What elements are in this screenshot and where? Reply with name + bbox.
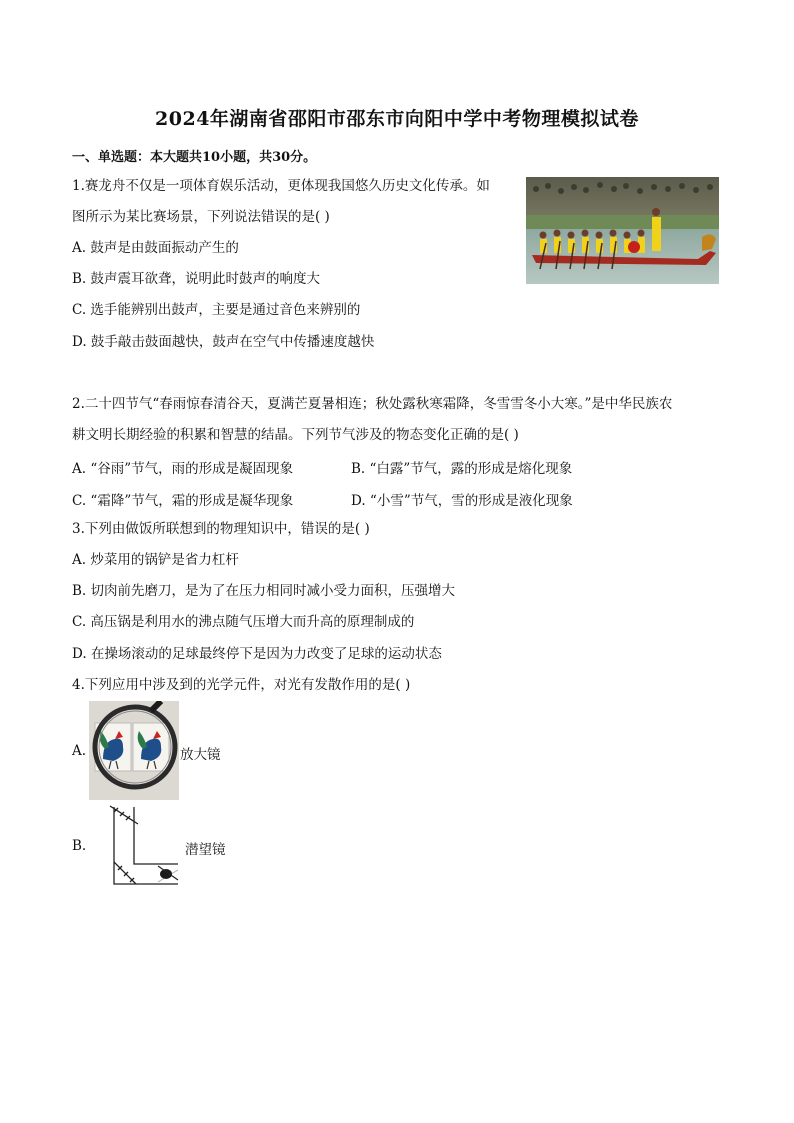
dragon-boat-photo bbox=[526, 177, 719, 284]
periscope-diagram bbox=[88, 804, 186, 886]
q3-option-c: C. 高压锅是利用水的沸点随气压增大而升高的原理制成的 bbox=[72, 614, 415, 630]
q3-option-b: B. 切肉前先磨刀，是为了在压力相同时减小受力面积，压强增大 bbox=[72, 583, 456, 599]
q4-option-a-letter: A. bbox=[72, 743, 87, 759]
q1-option-c: C. 选手能辨别出鼓声，主要是通过音色来辨别的 bbox=[72, 302, 361, 318]
q2-option-d: D. “小雪”节气，雪的形成是液化现象 bbox=[351, 493, 573, 509]
q2-stem-line1: 2.二十四节气“春雨惊春清谷天，夏满芒夏暑相连；秋处露秋寒霜降，冬雪雪冬小大寒。”是中华民族农 bbox=[72, 396, 673, 412]
q1-option-d: D. 鼓手敲击鼓面越快，鼓声在空气中传播速度越快 bbox=[72, 334, 375, 350]
page-title: 2024年湖南省邵阳市邵东市向阳中学中考物理模拟试卷 bbox=[155, 108, 639, 130]
q4-option-b-text: 潜望镜 bbox=[185, 842, 226, 858]
magnifier-image bbox=[89, 701, 179, 800]
q3-option-d: D. 在操场滚动的足球最终停下是因为力改变了足球的运动状态 bbox=[72, 646, 442, 662]
q1-option-a: A. 鼓声是由鼓面振动产生的 bbox=[72, 240, 239, 256]
q3-stem: 3.下列由做饭所联想到的物理知识中，错误的是( ) bbox=[72, 521, 370, 537]
q2-option-a: A. “谷雨”节气，雨的形成是凝固现象 bbox=[72, 461, 294, 477]
q2-stem-line2: 耕文明长期经验的积累和智慧的结晶。下列节气涉及的物态变化正确的是( ) bbox=[72, 427, 519, 443]
q4-option-a-text: 放大镜 bbox=[180, 747, 221, 763]
q1-stem-line2: 图所示为某比赛场景，下列说法错误的是( ) bbox=[72, 209, 330, 225]
q4-stem: 4.下列应用中涉及到的光学元件，对光有发散作用的是( ) bbox=[72, 677, 411, 693]
q1-stem-line1: 1.赛龙舟不仅是一项体育娱乐活动，更体现我国悠久历史文化传承。如 bbox=[72, 178, 490, 194]
q2-option-c: C. “霜降”节气，霜的形成是凝华现象 bbox=[72, 493, 294, 509]
q1-option-b: B. 鼓声震耳欲聋，说明此时鼓声的响度大 bbox=[72, 271, 321, 287]
q2-option-b: B. “白露”节气，露的形成是熔化现象 bbox=[351, 461, 573, 477]
q4-option-b-letter: B. bbox=[72, 838, 87, 854]
eye-icon bbox=[158, 866, 178, 882]
q3-option-a: A. 炒菜用的锅铲是省力杠杆 bbox=[72, 552, 239, 568]
section-heading: 一、单选题：本大题共10小题，共30分。 bbox=[72, 150, 317, 165]
